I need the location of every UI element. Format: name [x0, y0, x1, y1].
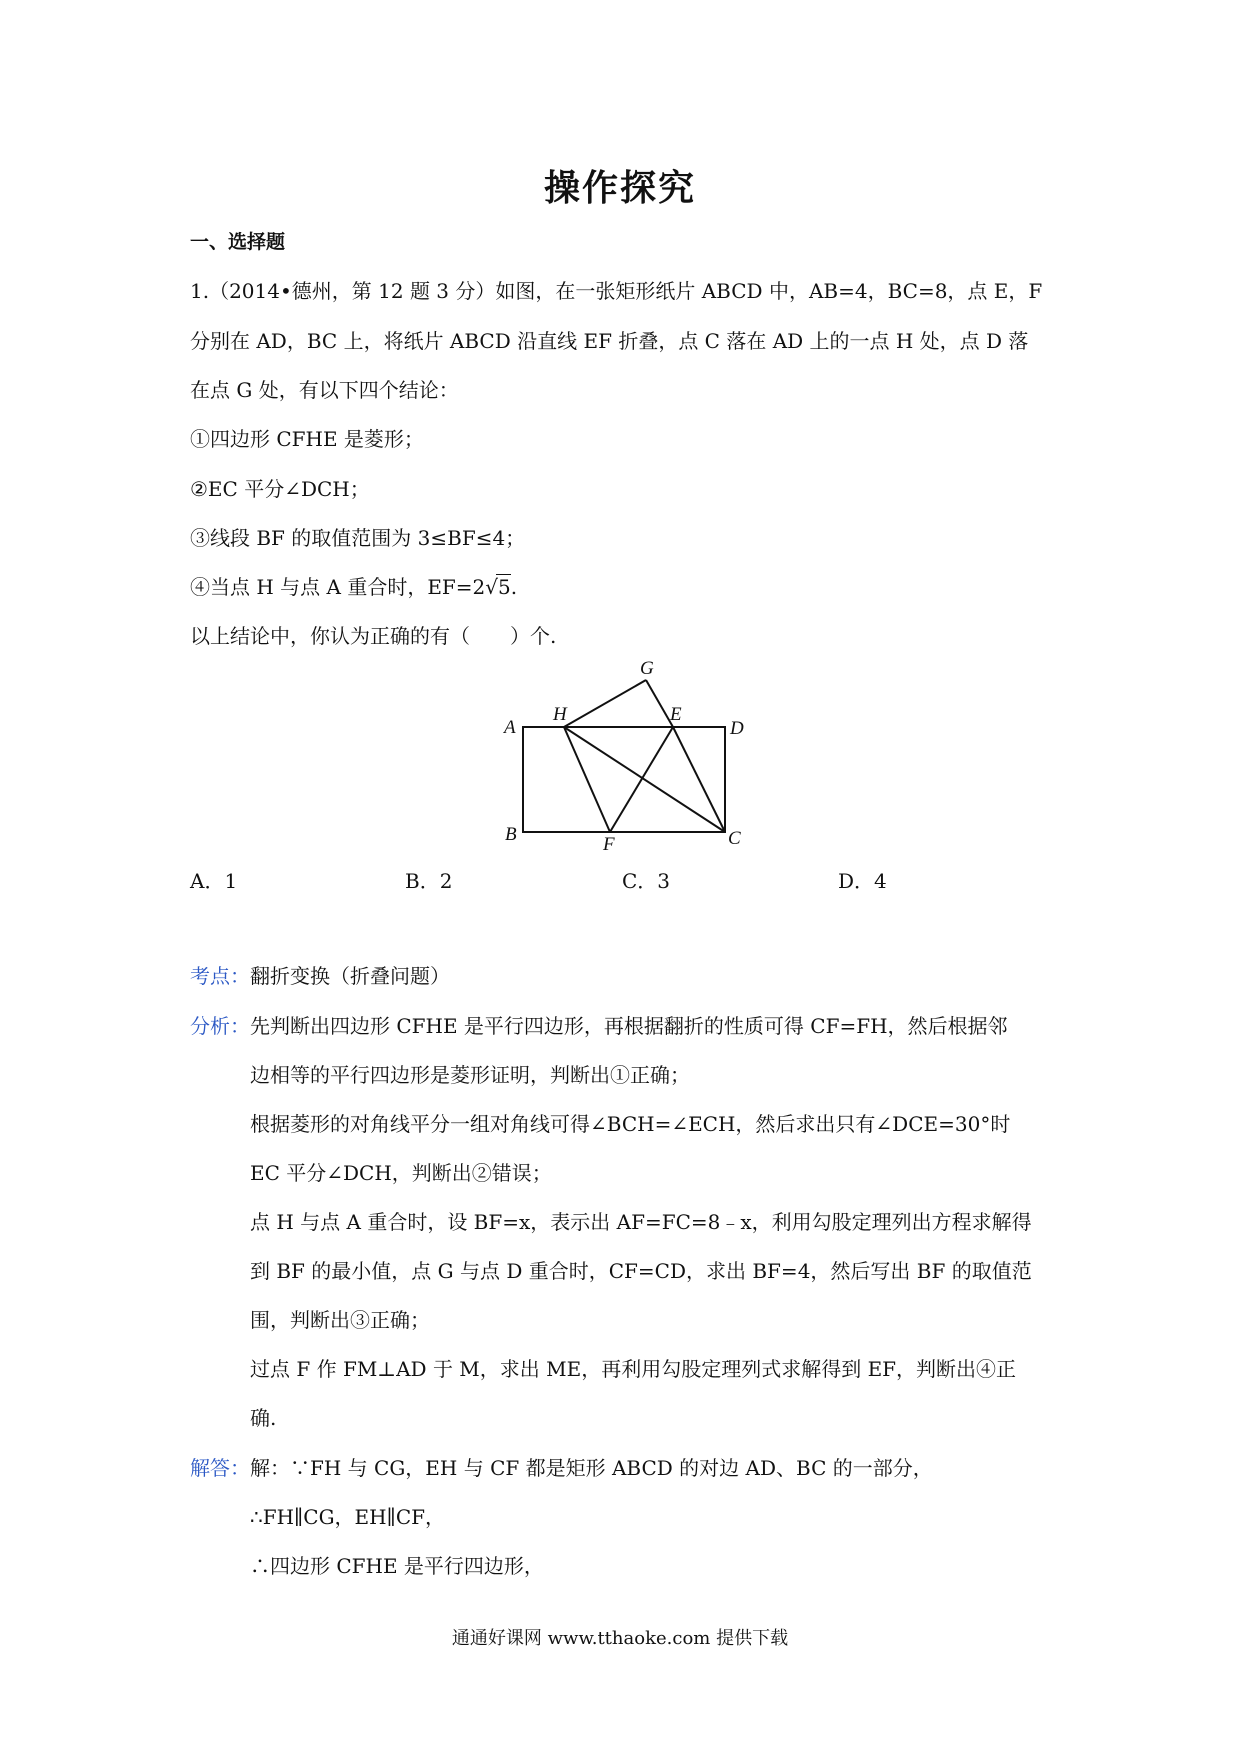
label-e: E — [670, 704, 682, 725]
kaodian-label: 考点： — [190, 964, 250, 988]
fenxi-label: 分析： — [190, 1014, 250, 1038]
label-g: G — [640, 658, 654, 679]
sqrt-radicand: 5 — [498, 575, 511, 599]
question-line-3: 在点 G 处，有以下四个结论： — [190, 378, 459, 402]
jieda-text-1: 解：∵FH 与 CG，EH 与 CF 都是矩形 ABCD 的对边 AD、BC 的一部分， — [250, 1456, 933, 1480]
label-h: H — [553, 704, 567, 725]
segment-ef — [610, 727, 673, 832]
fenxi-line-4: EC 平分∠DCH，判断出②错误； — [250, 1161, 552, 1185]
sqrt-sign: √ — [485, 575, 499, 599]
geometry-figure — [490, 650, 760, 850]
label-b: B — [505, 824, 517, 845]
fenxi-text-1: 先判断出四边形 CFHE 是平行四边形，再根据翻折的性质可得 CF=FH，然后根据邻 — [250, 1014, 1008, 1038]
choice-b: B．2 — [405, 869, 453, 893]
conclusion-4-suffix: . — [510, 575, 518, 599]
label-f: F — [603, 834, 615, 850]
label-d: D — [730, 718, 744, 739]
fenxi-line-2: 边相等的平行四边形是菱形证明，判断出①正确； — [250, 1063, 690, 1087]
label-a: A — [504, 717, 516, 738]
fenxi-line-7: 围，判断出③正确； — [250, 1308, 430, 1332]
jieda-label: 解答： — [190, 1456, 250, 1480]
conclusion-1: ①四边形 CFHE 是菱形； — [190, 427, 424, 451]
jieda-line-3: ∴四边形 CFHE 是平行四边形， — [250, 1554, 544, 1578]
jieda-line-2: ∴FH∥CG，EH∥CF， — [250, 1505, 446, 1529]
conclusion-2: ②EC 平分∠DCH； — [190, 477, 370, 501]
fenxi-line-3: 根据菱形的对角线平分一组对角线可得∠BCH=∠ECH，然后求出只有∠DCE=30°时 — [250, 1112, 1011, 1136]
choice-d: D．4 — [838, 869, 887, 893]
question-ask: 以上结论中，你认为正确的有（ ）个. — [190, 624, 557, 648]
section-heading: 一、选择题 — [190, 231, 286, 253]
kaodian-text: 翻折变换（折叠问题） — [250, 964, 450, 988]
fenxi-line-8: 过点 F 作 FM⊥AD 于 M，求出 ME，再利用勾股定理列式求解得到 EF，判断出④正 — [250, 1357, 1017, 1381]
jieda-line-1 — [190, 1452, 933, 1481]
conclusion-3: ③线段 BF 的取值范围为 3≤BF≤4； — [190, 526, 526, 550]
conclusion-4 — [190, 571, 517, 600]
choice-c: C．3 — [622, 869, 671, 893]
rectangle-abcd — [523, 727, 725, 832]
segment-hc — [564, 727, 725, 832]
fenxi-line-9: 确. — [250, 1406, 277, 1430]
kaodian-line — [190, 960, 450, 989]
page-footer: 通通好课网 www.tthaoke.com 提供下载 — [451, 1628, 789, 1649]
segment-hg — [564, 680, 646, 727]
choice-a: A．1 — [190, 869, 238, 893]
conclusion-4-prefix: ④当点 H 与点 A 重合时，EF=2 — [190, 575, 486, 599]
fenxi-line-6: 到 BF 的最小值，点 G 与点 D 重合时，CF=CD，求出 BF=4，然后写出 BF 的取值范 — [250, 1259, 1032, 1283]
question-line-2: 分别在 AD，BC 上，将纸片 ABCD 沿直线 EF 折叠，点 C 落在 AD 上的一点 H 处，点 D 落 — [190, 329, 1029, 353]
fenxi-line-1 — [190, 1010, 1008, 1039]
page-title: 操作探究 — [543, 168, 696, 209]
label-c: C — [728, 828, 741, 849]
segment-ge — [646, 680, 673, 727]
question-line-1: 1.（2014•德州，第 12 题 3 分）如图，在一张矩形纸片 ABCD 中，AB=4，BC=8，点 E，F — [190, 279, 1043, 303]
segment-ec — [673, 727, 725, 832]
fenxi-line-5: 点 H 与点 A 重合时，设 BF=x，表示出 AF=FC=8﹣x，利用勾股定理列出方程求解得 — [250, 1210, 1032, 1234]
